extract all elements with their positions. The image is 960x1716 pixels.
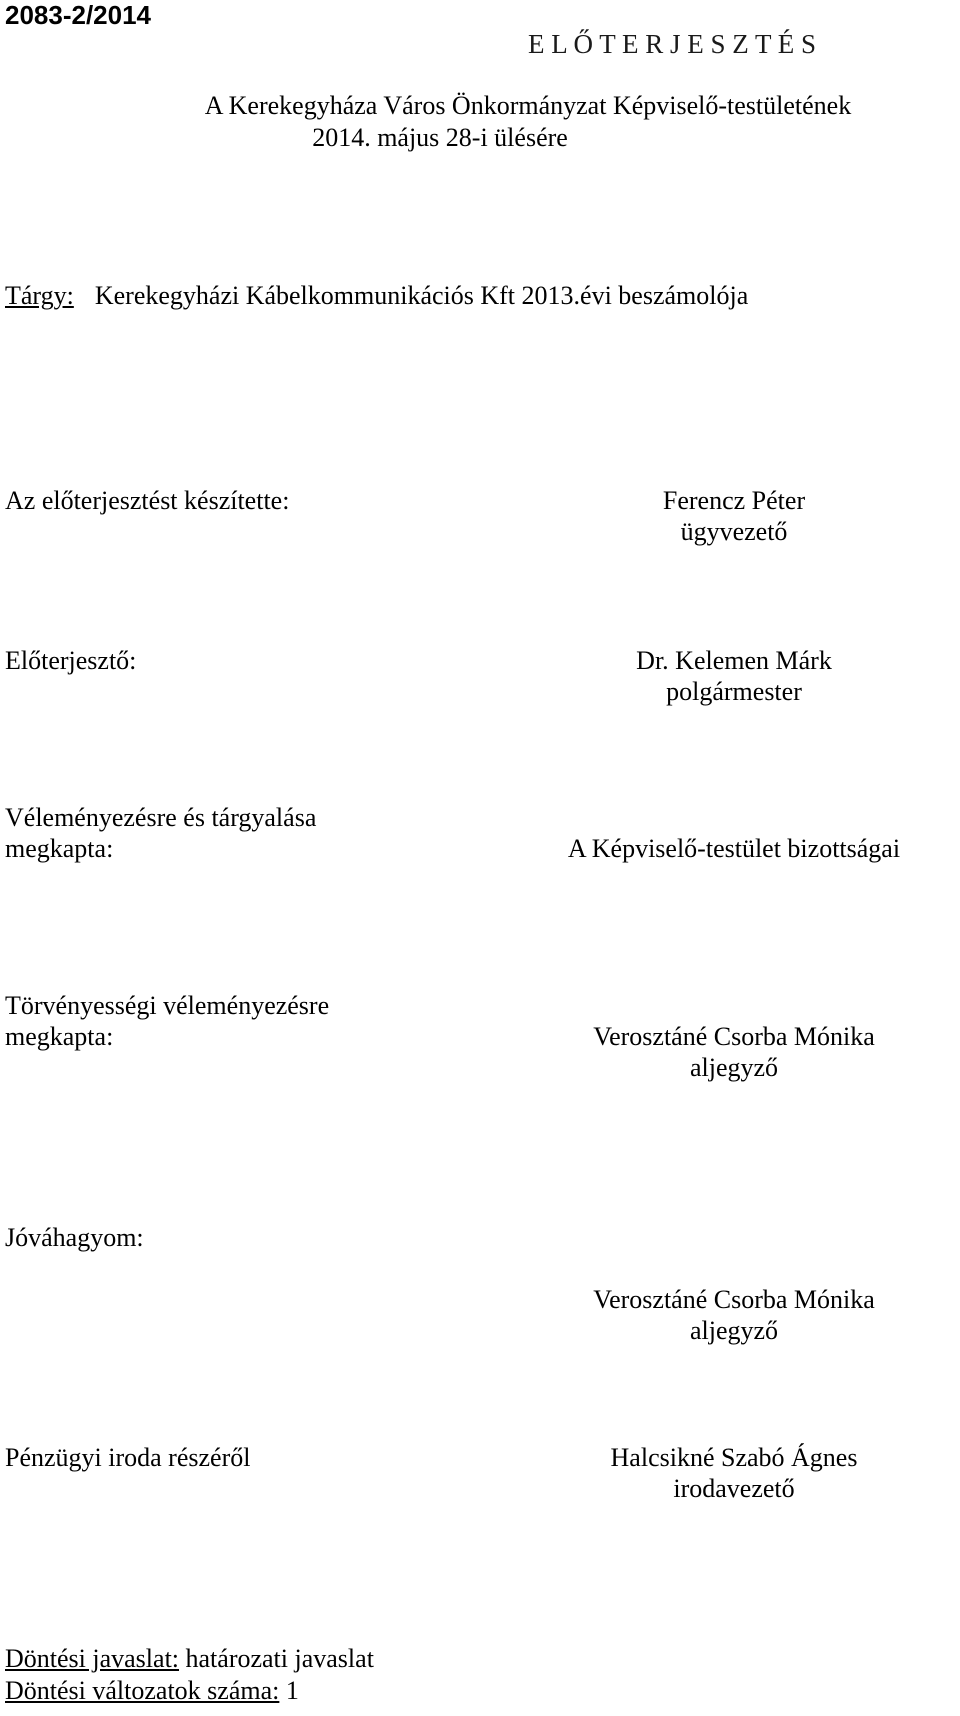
document-number: 2083-2/2014 xyxy=(5,0,152,30)
decision-variants-row xyxy=(5,1675,299,1706)
document-type-heading: E L Ő T E R J E S Z T É S xyxy=(528,29,817,59)
decision-proposal-label: Döntési javaslat: xyxy=(5,1644,180,1673)
decision-proposal-row xyxy=(5,1643,374,1674)
approval-value: Verosztáné Csorba Mónika aljegyző xyxy=(593,1285,875,1346)
presenter-label: Előterjesztő: xyxy=(5,646,137,675)
decision-proposal-value: határozati javaslat xyxy=(185,1644,374,1673)
presenter-value: Dr. Kelemen Márk polgármester xyxy=(636,646,832,707)
prepared-by-value: Ferencz Péter ügyvezető xyxy=(662,486,806,547)
legality-review-value: Verosztáné Csorba Mónika aljegyző xyxy=(593,1022,875,1083)
subject-row xyxy=(5,280,748,311)
decision-variants-value: 1 xyxy=(285,1676,299,1705)
received-for-opinion-label: Véleményezésre és tárgyalása megkapta: xyxy=(5,803,317,864)
legality-review-label: Törvényességi véleményezésre megkapta: xyxy=(5,991,330,1052)
decision-variants-label: Döntési változatok száma: xyxy=(5,1676,280,1705)
finance-office-value: Halcsikné Szabó Ágnes irodavezető xyxy=(610,1443,858,1504)
subject-text: Kerekegyházi Kábelkommunikációs Kft 2013.évi beszámolója xyxy=(94,281,749,310)
finance-office-label: Pénzügyi iroda részéről xyxy=(5,1443,251,1472)
subject-label: Tárgy: xyxy=(5,281,74,310)
addressee-line-2: 2014. május 28-i ülésére xyxy=(312,123,568,152)
approval-label: Jóváhagyom: xyxy=(5,1223,144,1252)
addressee-line-1: A Kerekegyháza Város Önkormányzat Képviselő-testületének xyxy=(204,91,852,120)
prepared-by-label: Az előterjesztést készítette: xyxy=(5,486,290,515)
received-for-opinion-value: A Képviselő-testület bizottságai xyxy=(567,834,901,863)
